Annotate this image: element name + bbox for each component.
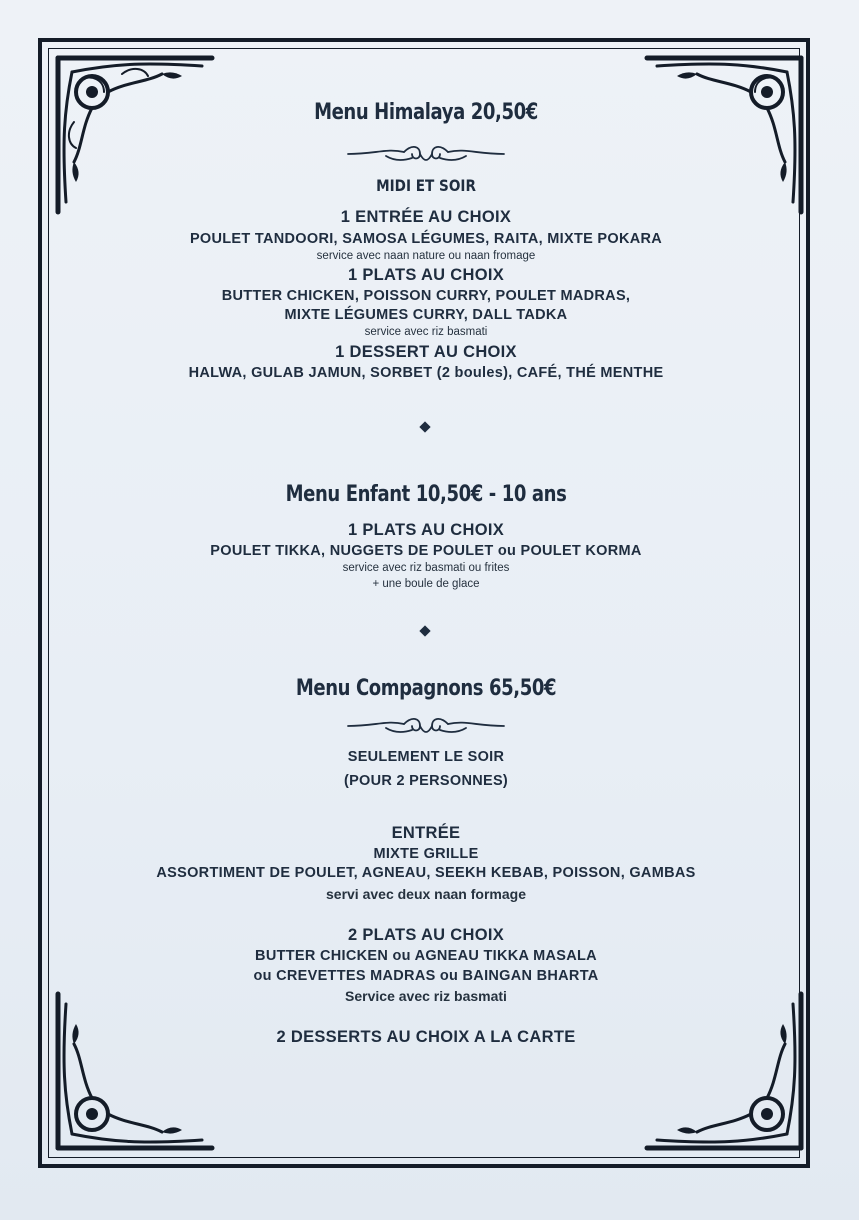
compagnons-entree-heading: ENTRÉE	[391, 824, 461, 842]
compagnons-entree-sub: MIXTE GRILLE	[373, 846, 479, 862]
flourish-divider-icon	[346, 142, 506, 166]
compagnons-line-1: SEULEMENT LE SOIR	[347, 749, 505, 765]
ornamental-corner-icon	[52, 52, 222, 222]
himalaya-plats-items-1: BUTTER CHICKEN, POISSON CURRY, POULET MADRAS,	[221, 288, 631, 304]
enfant-plats-heading: 1 PLATS AU CHOIX	[347, 521, 505, 539]
flourish-divider-icon	[346, 714, 506, 738]
himalaya-entree-note: service avec naan nature ou naan fromage	[316, 250, 536, 262]
enfant-plats-items: POULET TIKKA, NUGGETS DE POULET ou POULET KORMA	[210, 543, 642, 559]
himalaya-plats-items-2: MIXTE LÉGUMES CURRY, DALL TADKA	[284, 307, 568, 323]
enfant-note-1: service avec riz basmati ou frites	[342, 562, 510, 574]
himalaya-entree-items: POULET TANDOORI, SAMOSA LÉGUMES, RAITA, MIXTE POKARA	[189, 231, 663, 247]
himalaya-dessert-items: HALWA, GULAB JAMUN, SORBET (2 boules), CAFÉ, THÉ MENTHE	[188, 365, 664, 381]
himalaya-plats-note: service avec riz basmati	[364, 326, 488, 338]
enfant-note-2: + une boule de glace	[372, 578, 480, 590]
himalaya-subtitle: MIDI ET SOIR	[376, 176, 476, 195]
compagnons-entree-note: servi avec deux naan formage	[326, 886, 526, 902]
compagnons-desserts-heading: 2 DESSERTS AU CHOIX A LA CARTE	[276, 1028, 576, 1046]
compagnons-plats-items-2: ou CREVETTES MADRAS ou BAINGAN BHARTA	[253, 968, 599, 984]
compagnons-plats-items-1: BUTTER CHICKEN ou AGNEAU TIKKA MASALA	[255, 948, 597, 964]
ornamental-corner-icon	[637, 984, 807, 1154]
himalaya-title: Menu Himalaya 20,50€	[314, 100, 538, 125]
himalaya-dessert-heading: 1 DESSERT AU CHOIX	[335, 343, 517, 361]
compagnons-plats-note: Service avec riz basmati	[345, 988, 507, 1004]
compagnons-line-2: (POUR 2 PERSONNES)	[343, 773, 509, 789]
himalaya-entree-heading: 1 ENTRÉE AU CHOIX	[340, 208, 512, 226]
compagnons-title: Menu Compagnons 65,50€	[295, 676, 557, 701]
compagnons-entree-items: ASSORTIMENT DE POULET, AGNEAU, SEEKH KEBAB, POISSON, GAMBAS	[156, 865, 696, 881]
himalaya-plats-heading: 1 PLATS AU CHOIX	[347, 266, 505, 284]
enfant-title: Menu Enfant 10,50€ - 10 ans	[285, 482, 567, 507]
compagnons-plats-heading: 2 PLATS AU CHOIX	[347, 926, 505, 944]
ornamental-corner-icon	[52, 984, 222, 1154]
ornamental-corner-icon	[637, 52, 807, 222]
